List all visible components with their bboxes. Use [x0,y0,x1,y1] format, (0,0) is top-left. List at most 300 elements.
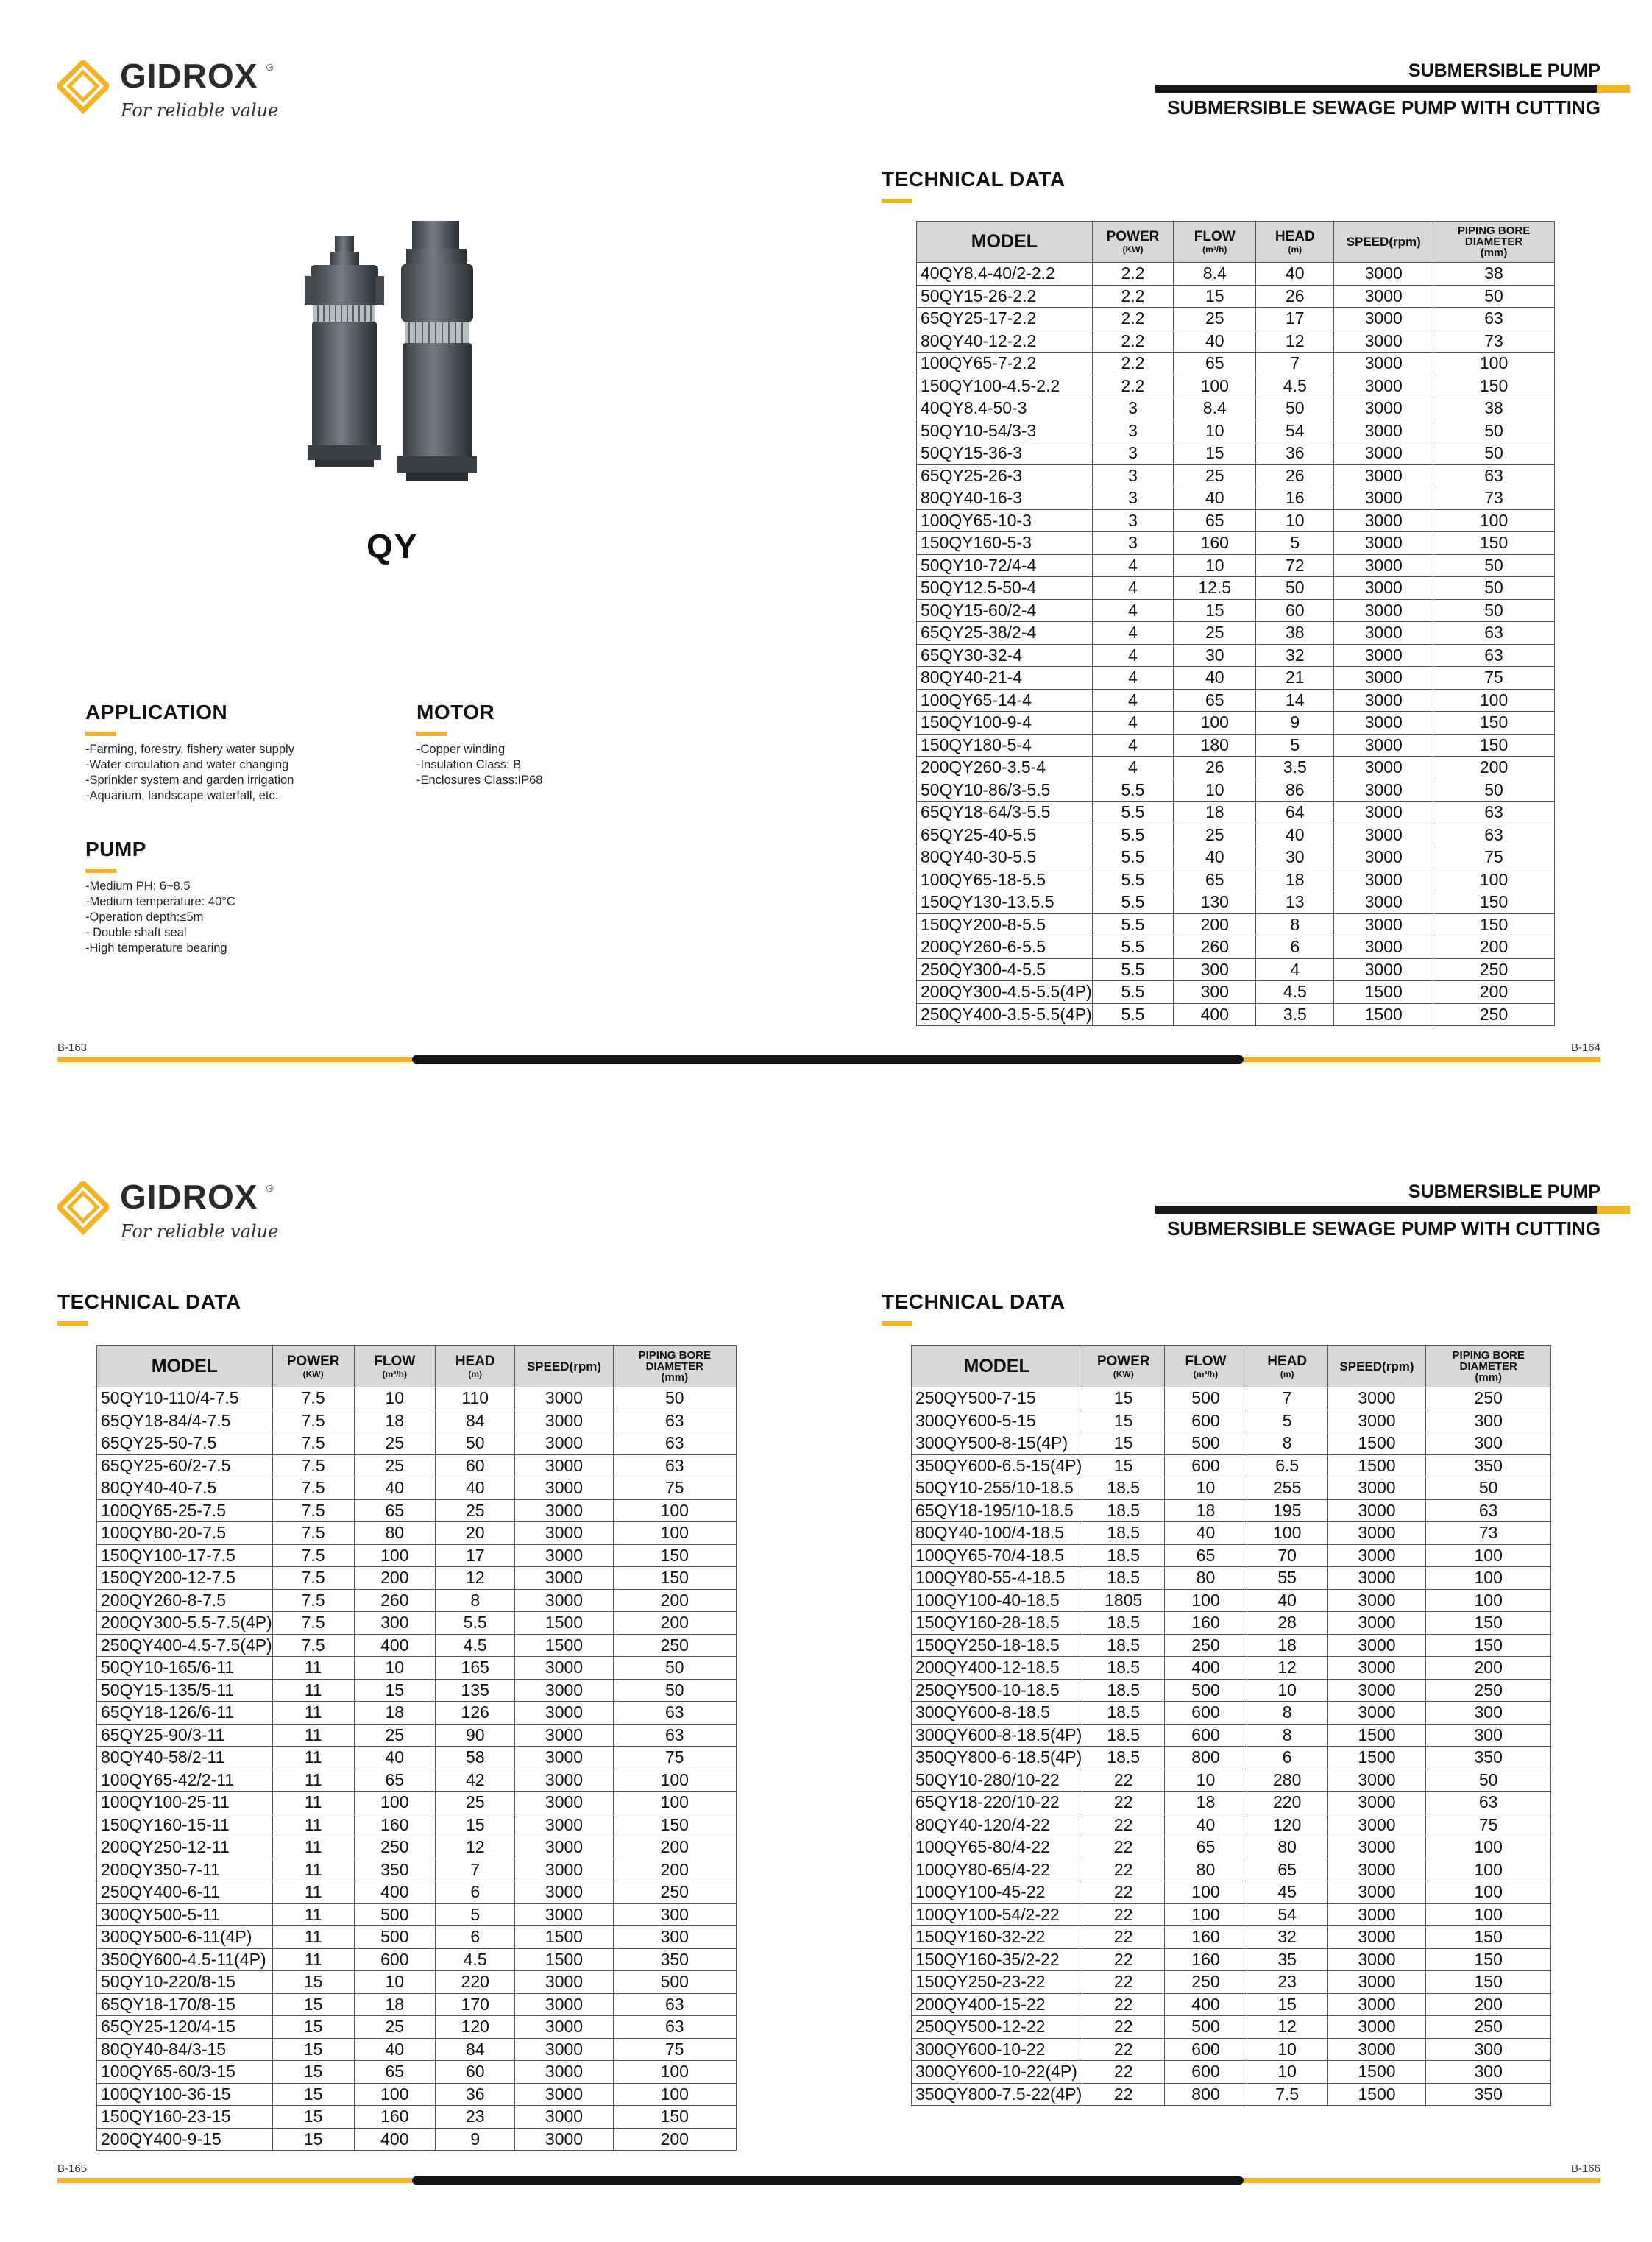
cell-bore: 150 [613,1544,736,1567]
brand-reg-mark: ® [266,62,274,73]
cell-power: 3 [1092,442,1174,465]
cell-model: 65QY25-60/2-7.5 [97,1454,273,1477]
header-rule [1155,85,1597,93]
cell-head: 4 [1256,958,1334,981]
cell-speed: 3000 [515,1679,613,1702]
cell-flow: 100 [1174,375,1256,397]
cell-flow: 160 [1174,532,1256,555]
cell-model: 350QY600-6.5-15(4P) [912,1454,1082,1477]
table-row [97,1724,737,1747]
pump-list [85,879,235,956]
cell-speed: 3000 [1327,1881,1426,1904]
cell-head: 120 [436,2016,515,2039]
cell-bore: 73 [1433,487,1555,510]
cell-speed: 3000 [1334,263,1433,286]
table-row [917,375,1555,397]
cell-speed: 3000 [515,1971,613,1994]
cell-flow: 400 [354,1881,435,1904]
cell-power: 7.5 [272,1634,354,1657]
cell-head: 55 [1247,1567,1327,1590]
cell-bore: 150 [1426,1634,1551,1657]
cell-power: 11 [272,1859,354,1881]
cell-model: 65QY18-195/10-18.5 [912,1499,1082,1522]
table-row [97,1769,737,1792]
cell-head: 10 [1247,1679,1327,1702]
cell-head: 10 [1256,509,1334,532]
table-row [912,1589,1551,1612]
cell-speed: 3000 [1334,599,1433,622]
cell-head: 36 [1256,442,1334,465]
table-row [912,1724,1551,1747]
cell-flow: 8.4 [1174,263,1256,286]
cell-model: 100QY65-7-2.2 [917,353,1093,375]
col-model: MODEL [917,222,1093,263]
cell-head: 12 [1247,2016,1327,2039]
cell-flow: 18 [1165,1499,1247,1522]
page-number-left: B-163 [57,1042,88,1054]
cell-bore: 300 [613,1926,736,1949]
cell-bore: 300 [1426,2061,1551,2084]
cell-flow: 250 [1165,1971,1247,1994]
cell-bore: 150 [613,1567,736,1590]
cell-bore: 100 [613,2061,736,2084]
cell-speed: 3000 [1334,420,1433,442]
cell-power: 7.5 [272,1432,354,1455]
cell-flow: 15 [354,1679,435,1702]
table-row [97,1477,737,1500]
cell-flow: 130 [1174,891,1256,914]
cell-bore: 50 [1433,554,1555,577]
technical-data-table [911,1345,1551,2106]
cell-power: 4 [1092,667,1174,690]
cell-model: 200QY260-8-7.5 [97,1589,273,1612]
cell-power: 2.2 [1092,308,1174,330]
cell-flow: 65 [1165,1544,1247,1567]
brand-reg-mark: ® [266,1183,274,1194]
cell-power: 5.5 [1092,1003,1174,1026]
cell-flow: 300 [1174,958,1256,981]
cell-power: 2.2 [1092,353,1174,375]
table-row [917,285,1555,308]
cell-power: 11 [272,1836,354,1859]
table-row [912,1657,1551,1680]
cell-speed: 3000 [515,1567,613,1590]
cell-power: 5.5 [1092,869,1174,891]
cell-power: 11 [272,1747,354,1769]
table-row [917,824,1555,846]
cell-head: 165 [436,1657,515,1680]
page-number-right: B-164 [1570,1042,1600,1054]
cell-power: 5.5 [1092,846,1174,869]
table-row [97,1432,737,1455]
cell-power: 4 [1092,757,1174,779]
cell-flow: 100 [354,2083,435,2106]
table-row [97,1544,737,1567]
table-row [917,487,1555,510]
cell-speed: 3000 [515,1792,613,1814]
table-row [912,1477,1551,1500]
cell-head: 9 [436,2128,515,2151]
cell-power: 4 [1092,599,1174,622]
cell-bore: 150 [1433,913,1555,936]
cell-bore: 250 [613,1881,736,1904]
cell-bore: 75 [613,1747,736,1769]
table-row [917,554,1555,577]
cell-head: 32 [1247,1926,1327,1949]
cell-bore: 63 [1433,308,1555,330]
cell-head: 8 [436,1589,515,1612]
cell-head: 280 [1247,1769,1327,1792]
cell-bore: 200 [613,2128,736,2151]
cell-speed: 1500 [515,1948,613,1971]
cell-bore: 63 [1433,824,1555,846]
cell-bore: 200 [613,1612,736,1635]
cell-power: 7.5 [272,1567,354,1590]
cell-head: 38 [1256,622,1334,645]
header-title: SUBMERSIBLE PUMP [1408,60,1600,81]
cell-bore: 63 [1426,1499,1551,1522]
table-row [97,1702,737,1725]
cell-flow: 12.5 [1174,577,1256,600]
cell-power: 22 [1082,1814,1165,1836]
cell-power: 2.2 [1092,375,1174,397]
cell-head: 54 [1256,420,1334,442]
cell-flow: 100 [1165,1589,1247,1612]
cell-flow: 500 [1165,1387,1247,1410]
cell-model: 50QY15-26-2.2 [917,285,1093,308]
table-row [97,1589,737,1612]
cell-speed: 3000 [1327,2016,1426,2039]
cell-speed: 1500 [1327,1454,1426,1477]
cell-flow: 25 [1174,824,1256,846]
cell-speed: 1500 [515,1926,613,1949]
cell-flow: 25 [354,1724,435,1747]
cell-model: 50QY10-110/4-7.5 [97,1387,273,1410]
cell-flow: 10 [1165,1477,1247,1500]
cell-head: 54 [1247,1903,1327,1926]
motor-list [416,742,543,788]
cell-bore: 63 [613,1410,736,1432]
cell-bore: 100 [1426,1589,1551,1612]
cell-head: 126 [436,1702,515,1725]
cell-speed: 3000 [1327,1679,1426,1702]
cell-bore: 200 [1433,936,1555,959]
cell-head: 21 [1256,667,1334,690]
cell-head: 42 [436,1769,515,1792]
cell-bore: 63 [613,1993,736,2016]
cell-head: 16 [1256,487,1334,510]
motor-title: MOTOR [416,701,495,724]
cell-speed: 3000 [1334,353,1433,375]
cell-power: 18.5 [1082,1724,1165,1747]
table-row [917,622,1555,645]
cell-speed: 3000 [1334,667,1433,690]
table-row [917,644,1555,667]
cell-model: 150QY250-23-22 [912,1971,1082,1994]
cell-bore: 75 [613,1477,736,1500]
cell-speed: 1500 [1327,1747,1426,1769]
cell-power: 15 [1082,1387,1165,1410]
cell-model: 65QY18-220/10-22 [912,1792,1082,1814]
cell-head: 6 [1247,1747,1327,1769]
cell-bore: 150 [1433,891,1555,914]
table-row [97,1948,737,1971]
cell-speed: 3000 [1327,1499,1426,1522]
cell-flow: 600 [1165,2038,1247,2061]
cell-head: 255 [1247,1477,1327,1500]
cell-speed: 3000 [515,1544,613,1567]
col-model: MODEL [97,1346,273,1387]
cell-power: 7.5 [272,1499,354,1522]
cell-power: 15 [272,1971,354,1994]
cell-bore: 100 [613,2083,736,2106]
cell-flow: 500 [1165,1679,1247,1702]
table-row [912,1903,1551,1926]
cell-model: 100QY65-80/4-22 [912,1836,1082,1859]
logo-diamond-icon [57,1181,109,1248]
cell-model: 300QY500-6-11(4P) [97,1926,273,1949]
cell-power: 15 [272,2061,354,2084]
brand-logo [57,1178,293,1248]
cell-bore: 73 [1426,1522,1551,1545]
cell-flow: 80 [1165,1859,1247,1881]
cell-flow: 800 [1165,1747,1247,1769]
cell-speed: 1500 [1327,1724,1426,1747]
cell-model: 50QY10-72/4-4 [917,554,1093,577]
cell-bore: 100 [1426,1836,1551,1859]
cell-flow: 250 [1165,1634,1247,1657]
cell-model: 150QY100-4.5-2.2 [917,375,1093,397]
cell-head: 12 [436,1836,515,1859]
cell-flow: 15 [1174,285,1256,308]
cell-model: 40QY8.4-50-3 [917,397,1093,420]
cell-bore: 150 [1433,712,1555,735]
cell-speed: 3000 [1334,532,1433,555]
cell-head: 28 [1247,1612,1327,1635]
cell-speed: 3000 [1334,689,1433,712]
cell-model: 200QY400-12-18.5 [912,1657,1082,1680]
table-row [97,1522,737,1545]
header-title: SUBMERSIBLE PUMP [1408,1181,1600,1202]
cell-model: 40QY8.4-40/2-2.2 [917,263,1093,286]
cell-flow: 10 [1165,1769,1247,1792]
cell-flow: 15 [1174,599,1256,622]
cell-speed: 3000 [515,1747,613,1769]
cell-speed: 3000 [1334,757,1433,779]
cell-power: 22 [1082,1971,1165,1994]
col-head: HEAD (m) [436,1346,515,1387]
cell-speed: 3000 [1327,1612,1426,1635]
cell-power: 18.5 [1082,1612,1165,1635]
cell-bore: 300 [613,1903,736,1926]
table-row [917,869,1555,891]
cell-bore: 150 [613,1814,736,1836]
cell-bore: 100 [613,1499,736,1522]
table-row [97,1926,737,1949]
brand-logo [57,57,293,127]
cell-model: 100QY65-70/4-18.5 [912,1544,1082,1567]
cell-speed: 3000 [515,1993,613,2016]
cell-head: 64 [1256,802,1334,824]
cell-speed: 3000 [515,1522,613,1545]
table-row [917,442,1555,465]
cell-model: 100QY100-45-22 [912,1881,1082,1904]
cell-model: 80QY40-30-5.5 [917,846,1093,869]
list-item: -Enclosures Class:IP68 [416,774,543,787]
cell-bore: 38 [1433,263,1555,286]
cell-flow: 40 [1165,1522,1247,1545]
cell-bore: 500 [613,1971,736,1994]
cell-speed: 3000 [515,1589,613,1612]
cell-power: 11 [272,1769,354,1792]
cell-bore: 350 [613,1948,736,1971]
page-number-left: B-165 [57,2163,88,2175]
cell-power: 15 [272,2083,354,2106]
table-row [912,1814,1551,1836]
cell-speed: 3000 [1327,1903,1426,1926]
cell-bore: 50 [613,1387,736,1410]
cell-flow: 600 [1165,2061,1247,2084]
cell-power: 3 [1092,532,1174,555]
cell-speed: 1500 [1327,2061,1426,2084]
cell-head: 58 [436,1747,515,1769]
cell-model: 100QY65-25-7.5 [97,1499,273,1522]
cell-speed: 3000 [1327,1859,1426,1881]
cell-bore: 75 [1426,1814,1551,1836]
logo-diamond-icon [57,60,109,127]
cell-power: 11 [272,1903,354,1926]
cell-head: 10 [1247,2061,1327,2084]
cell-power: 3 [1092,420,1174,442]
cell-model: 150QY130-13.5.5 [917,891,1093,914]
cell-model: 50QY10-54/3-3 [917,420,1093,442]
cell-power: 7.5 [272,1589,354,1612]
cell-flow: 40 [1174,667,1256,690]
cell-speed: 3000 [1327,1948,1426,1971]
pump-title: PUMP [85,838,146,860]
col-bore: PIPING BORE DIAMETER (mm) [1433,222,1555,263]
cell-bore: 50 [1433,599,1555,622]
cell-model: 80QY40-84/3-15 [97,2038,273,2061]
application-title: APPLICATION [85,701,228,724]
cell-bore: 63 [1426,1792,1551,1814]
cell-power: 7.5 [272,1612,354,1635]
cell-flow: 15 [1174,442,1256,465]
cell-head: 40 [1256,263,1334,286]
cell-power: 4 [1092,577,1174,600]
cell-power: 18.5 [1082,1679,1165,1702]
table-row [912,1612,1551,1635]
cell-speed: 3000 [1334,442,1433,465]
cell-power: 15 [1082,1410,1165,1432]
cell-flow: 160 [1165,1948,1247,1971]
table-row [97,1792,737,1814]
table-row [917,330,1555,353]
col-power: POWER (KW) [1092,222,1174,263]
cell-power: 7.5 [272,1477,354,1500]
cell-flow: 600 [1165,1724,1247,1747]
table-row [97,2061,737,2084]
table-row [97,1657,737,1680]
list-item: -Insulation Class: B [416,758,522,771]
cell-head: 50 [436,1432,515,1455]
cell-bore: 200 [1433,981,1555,1004]
cell-head: 15 [1247,1993,1327,2016]
table-row [917,397,1555,420]
cell-model: 65QY18-170/8-15 [97,1993,273,2016]
cell-flow: 400 [1174,1003,1256,1026]
cell-speed: 1500 [515,1634,613,1657]
cell-head: 10 [1247,2038,1327,2061]
cell-model: 150QY160-23-15 [97,2106,273,2129]
cell-head: 6 [436,1926,515,1949]
cell-head: 5 [1256,532,1334,555]
cell-power: 15 [1082,1454,1165,1477]
cell-power: 4 [1092,712,1174,735]
cell-flow: 180 [1174,734,1256,757]
table-row [912,1792,1551,1814]
table-row [912,1567,1551,1590]
cell-power: 5.5 [1092,958,1174,981]
cell-speed: 3000 [1327,1589,1426,1612]
cell-power: 15 [272,2038,354,2061]
cell-flow: 400 [354,1634,435,1657]
col-flow: FLOW (m³/h) [354,1346,435,1387]
cell-speed: 3000 [1327,1387,1426,1410]
brand-tagline: For reliable value [121,100,279,121]
table-row [912,1410,1551,1432]
cell-power: 18.5 [1082,1747,1165,1769]
cell-model: 80QY40-40-7.5 [97,1477,273,1500]
cell-model: 50QY10-86/3-5.5 [917,779,1093,802]
table-row [917,464,1555,487]
cell-flow: 300 [354,1612,435,1635]
cell-bore: 250 [1426,1679,1551,1702]
cell-bore: 150 [1433,734,1555,757]
cell-power: 2.2 [1092,330,1174,353]
cell-model: 200QY300-4.5-5.5(4P) [917,981,1093,1004]
technical-data-title: TECHNICAL DATA [57,1290,241,1313]
table-row [917,353,1555,375]
cell-head: 36 [436,2083,515,2106]
cell-model: 80QY40-100/4-18.5 [912,1522,1082,1545]
cell-flow: 65 [354,1769,435,1792]
cell-speed: 3000 [1327,1769,1426,1792]
cell-bore: 50 [1433,442,1555,465]
cell-flow: 25 [354,1432,435,1455]
cell-flow: 40 [354,1477,435,1500]
cell-head: 70 [1247,1544,1327,1567]
cell-bore: 50 [1433,779,1555,802]
table-row [97,2128,737,2151]
table-row [912,1926,1551,1949]
table-row [912,1499,1551,1522]
table-row [917,779,1555,802]
cell-speed: 3000 [515,1657,613,1680]
cell-model: 50QY12.5-50-4 [917,577,1093,600]
cell-model: 250QY500-7-15 [912,1387,1082,1410]
cell-model: 300QY500-8-15(4P) [912,1432,1082,1455]
table-row [97,1634,737,1657]
brand-name: GIDROX [120,57,258,95]
table-row [97,1747,737,1769]
table-row [912,1859,1551,1881]
cell-model: 50QY10-165/6-11 [97,1657,273,1680]
cell-power: 22 [1082,2083,1165,2106]
brand-name: GIDROX [120,1178,258,1216]
cell-flow: 8.4 [1174,397,1256,420]
cell-flow: 80 [1165,1567,1247,1590]
